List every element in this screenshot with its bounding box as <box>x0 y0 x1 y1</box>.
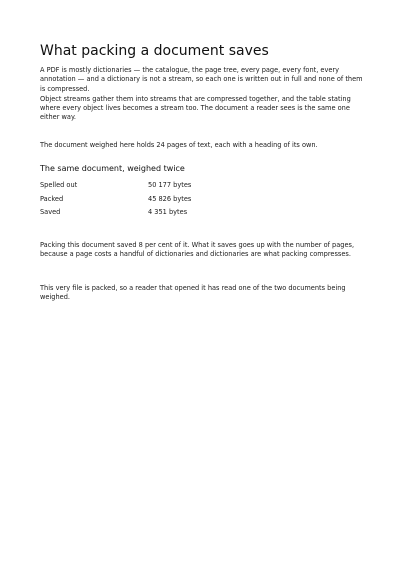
closing-paragraph: This very file is packed, so a reader that opened it has read one of the two documents being weighed. <box>40 283 346 301</box>
row-value: 50 177 bytes <box>148 181 192 189</box>
table-row <box>40 181 240 195</box>
row-label: Saved <box>40 208 61 216</box>
intro-paragraph: A PDF is mostly dictionaries — the catalogue, the page tree, every page, every font, every annotation — and a dictionary is not a stream, so each one is written out in full and none of them is compressed. <box>40 66 363 93</box>
weight-table <box>40 181 240 222</box>
row-value: 4 351 bytes <box>148 208 188 216</box>
row-value: 45 826 bytes <box>148 194 192 203</box>
row-label: Packed <box>40 194 64 203</box>
row-label: Spelled out <box>40 181 78 189</box>
document-description-paragraph: The document weighed here holds 24 pages of text, each with a heading of its own. <box>40 141 318 149</box>
object-streams-paragraph: Object streams gather them into streams that are compressed together, and the table stating where every object lives becomes a stream too. The document a reader sees is the same one either way. <box>40 94 351 122</box>
table-row <box>40 208 240 222</box>
table-row <box>40 195 240 209</box>
section-heading: The same document, weighed twice <box>40 164 185 173</box>
page-title: What packing a document saves <box>40 43 269 59</box>
savings-paragraph: Packing this document saved 8 per cent of it. What it saves goes up with the number of pages, because a page costs a handful of dictionaries and dictionaries are what packing compresses. <box>40 241 355 259</box>
